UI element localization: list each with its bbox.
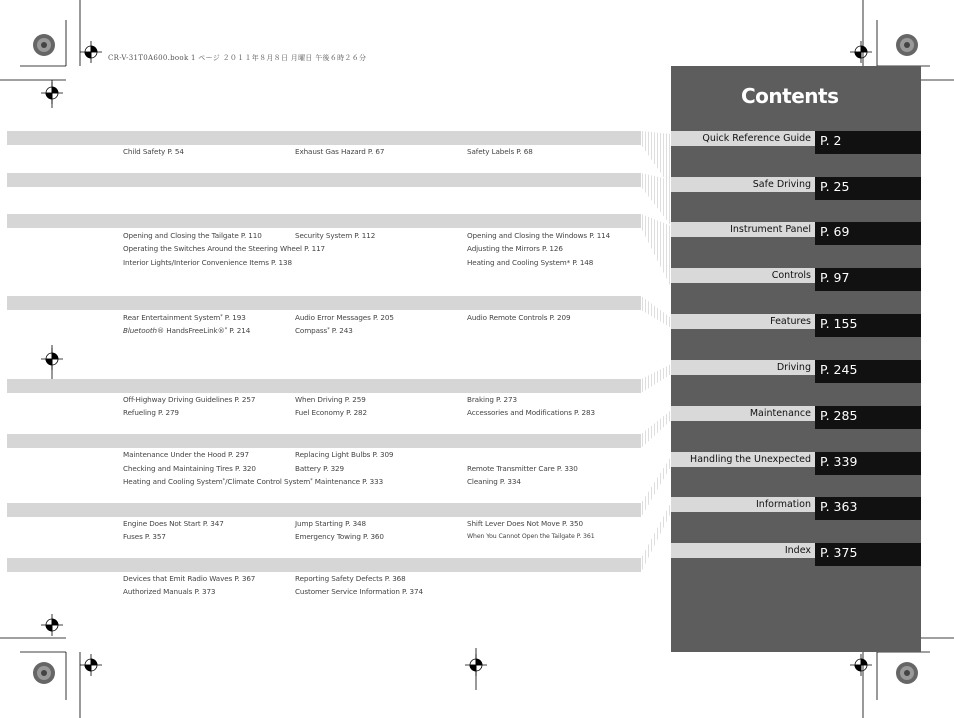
toc-entry[interactable]: Fuses P. 357: [123, 532, 166, 541]
section-band-controls: [7, 214, 641, 228]
asterisk-mark: *: [220, 314, 223, 320]
section-band-information: [7, 558, 641, 572]
tab-page: P. 97: [815, 268, 921, 291]
toc-entry[interactable]: Safety Labels P. 68: [467, 147, 533, 156]
toc-entry-text: Heating and Cooling System: [123, 477, 223, 486]
tab-page: P. 339: [815, 452, 921, 475]
toc-entry[interactable]: Security System P. 112: [295, 231, 376, 240]
toc-entry[interactable]: Accessories and Modifications P. 283: [467, 408, 595, 417]
toc-entry[interactable]: Opening and Closing the Windows P. 114: [467, 231, 611, 240]
asterisk-mark: *: [222, 478, 226, 484]
toc-entry[interactable]: Operating the Switches Around the Steering Wheel P. 117: [123, 244, 326, 253]
tab-page: P. 285: [815, 406, 921, 429]
toc-entry[interactable]: Exhaust Gas Hazard P. 67: [295, 147, 385, 156]
tab-controls[interactable]: [671, 268, 921, 291]
toc-entry-text: Heating and Cooling System: [467, 258, 567, 267]
toc-entry-text: Compass: [295, 326, 328, 335]
toc-entry-page: Maintenance P. 333: [312, 477, 384, 486]
toc-entry[interactable]: Opening and Closing the Tailgate P. 110: [123, 231, 262, 240]
toc-entry[interactable]: Emergency Towing P. 360: [295, 532, 384, 541]
toc-entry[interactable]: Replacing Light Bulbs P. 309: [295, 450, 394, 459]
toc-entry[interactable]: Checking and Maintaining Tires P. 320: [123, 464, 256, 473]
asterisk-mark: *: [566, 258, 571, 267]
toc-entry[interactable]: [123, 313, 246, 322]
toc-entry-text: /Climate Control System: [225, 477, 311, 486]
toc-entry-page: P. 148: [570, 258, 594, 267]
toc-entry[interactable]: Reporting Safety Defects P. 368: [295, 574, 406, 583]
tab-page: P. 25: [815, 177, 921, 200]
tab-page: P. 2: [815, 131, 921, 154]
toc-entry[interactable]: Remote Transmitter Care P. 330: [467, 464, 578, 473]
toc-entry-text: ® HandsFreeLink®: [157, 326, 225, 335]
tab-page: P. 363: [815, 497, 921, 520]
tab-index[interactable]: [671, 543, 921, 566]
tab-label: Instrument Panel: [671, 222, 815, 237]
tab-label: Quick Reference Guide: [671, 131, 815, 146]
sidebar-title: Contents: [741, 84, 839, 108]
toc-entry[interactable]: Authorized Manuals P. 373: [123, 587, 216, 596]
tab-quick-reference-guide[interactable]: [671, 131, 921, 154]
section-band-instrument-panel: [7, 173, 641, 187]
tab-label: Driving: [671, 360, 815, 375]
toc-entry[interactable]: Engine Does Not Start P. 347: [123, 519, 224, 528]
toc-entry[interactable]: Refueling P. 279: [123, 408, 179, 417]
asterisk-mark: *: [224, 327, 228, 333]
toc-entry-page: P. 243: [329, 326, 353, 335]
section-band-driving: [7, 379, 641, 393]
toc-entry[interactable]: When You Cannot Open the Tailgate P. 361: [467, 533, 595, 540]
toc-entry[interactable]: Braking P. 273: [467, 395, 517, 404]
toc-entry[interactable]: Off-Highway Driving Guidelines P. 257: [123, 395, 256, 404]
toc-entry[interactable]: Audio Error Messages P. 205: [295, 313, 394, 322]
tab-features[interactable]: [671, 314, 921, 337]
tab-page: P. 375: [815, 543, 921, 566]
asterisk-mark: *: [310, 478, 313, 484]
toc-entry[interactable]: Shift Lever Does Not Move P. 350: [467, 519, 583, 528]
toc-entry-text: Rear Entertainment System: [123, 313, 221, 322]
tab-label: Handling the Unexpected: [671, 452, 815, 467]
toc-entry[interactable]: Battery P. 329: [295, 464, 344, 473]
toc-entry-text: Bluetooth: [123, 326, 157, 335]
toc-entry[interactable]: Interior Lights/Interior Convenience Items P. 138: [123, 258, 292, 267]
section-band-handling: [7, 503, 641, 517]
tab-label: Information: [671, 497, 815, 512]
section-band-features: [7, 296, 641, 310]
tab-driving[interactable]: [671, 360, 921, 383]
section-band-safe-driving: [7, 131, 641, 145]
tab-maintenance[interactable]: [671, 406, 921, 429]
toc-entry[interactable]: Devices that Emit Radio Waves P. 367: [123, 574, 256, 583]
tab-instrument-panel[interactable]: [671, 222, 921, 245]
tab-page: P. 69: [815, 222, 921, 245]
toc-entry[interactable]: Customer Service Information P. 374: [295, 587, 423, 596]
tab-label: Maintenance: [671, 406, 815, 421]
toc-entry[interactable]: [295, 326, 353, 335]
toc-entry[interactable]: Adjusting the Mirrors P. 126: [467, 244, 563, 253]
tab-label: Controls: [671, 268, 815, 283]
toc-entry[interactable]: When Driving P. 259: [295, 395, 366, 404]
toc-entry[interactable]: Maintenance Under the Hood P. 297: [123, 450, 249, 459]
section-band-maintenance: [7, 434, 641, 448]
toc-entry[interactable]: Child Safety P. 54: [123, 147, 184, 156]
toc-entry-page: P. 214: [227, 326, 251, 335]
toc-entry[interactable]: Fuel Economy P. 282: [295, 408, 367, 417]
tab-page: P. 155: [815, 314, 921, 337]
tab-information[interactable]: [671, 497, 921, 520]
toc-entry[interactable]: Audio Remote Controls P. 209: [467, 313, 571, 322]
asterisk-mark: *: [327, 327, 330, 333]
toc-entry[interactable]: [467, 258, 593, 267]
toc-entry[interactable]: [123, 477, 383, 486]
toc-entry-page: P. 193: [222, 313, 246, 322]
tab-safe-driving[interactable]: [671, 177, 921, 200]
tab-page: P. 245: [815, 360, 921, 383]
toc-entry[interactable]: Jump Starting P. 348: [295, 519, 366, 528]
tab-label: Features: [671, 314, 815, 329]
tab-label: Safe Driving: [671, 177, 815, 192]
tab-label: Index: [671, 543, 815, 558]
toc-entry[interactable]: Cleaning P. 334: [467, 477, 521, 486]
tab-handling-the-unexpected[interactable]: [671, 452, 921, 475]
toc-entry[interactable]: [123, 326, 250, 335]
print-header: CR-V-31T0A600.book 1 ページ ２０１１年８月８日 月曜日 午後６時２６分: [108, 54, 367, 62]
